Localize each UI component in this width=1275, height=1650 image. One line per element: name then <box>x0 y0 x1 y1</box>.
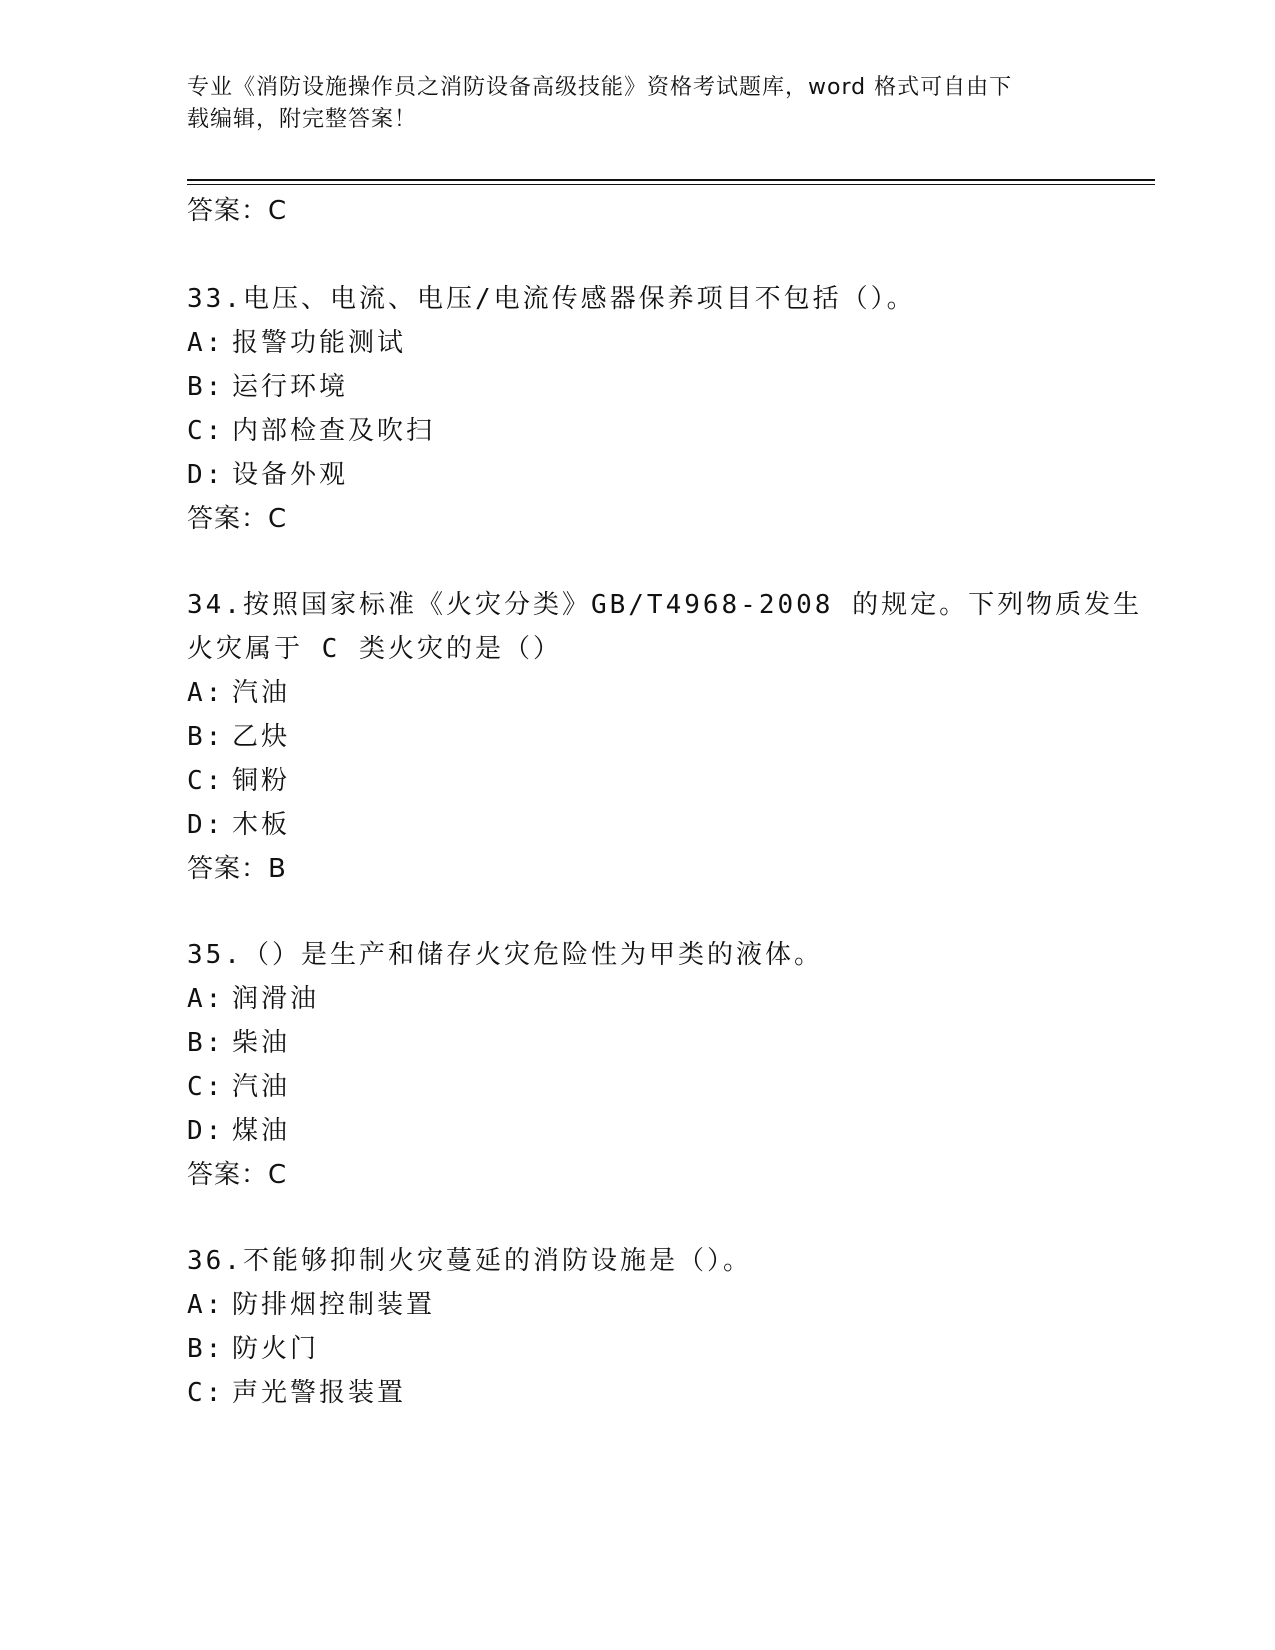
option-text: 声光警报装置 <box>232 1378 407 1408</box>
question-36-stem: 36.不能够抑制火灾蔓延的消防设施是（）。 <box>187 1246 752 1276</box>
option-label: C: <box>187 1072 225 1102</box>
option-text: 防火门 <box>232 1334 320 1364</box>
option-label: D: <box>187 810 225 840</box>
question-36-option-a <box>187 1285 435 1325</box>
question-35-option-c <box>187 1067 290 1107</box>
question-34-stem-line-2: 火灾属于 C 类火灾的是（） <box>187 634 562 664</box>
question-33-option-b <box>187 367 348 407</box>
option-text: 木板 <box>232 810 291 840</box>
option-label: B: <box>187 372 225 402</box>
option-label: C: <box>187 416 225 446</box>
option-label: A: <box>187 328 225 358</box>
option-label: A: <box>187 1290 225 1320</box>
option-text: 柴油 <box>232 1028 291 1058</box>
header-rule-thin <box>187 184 1155 185</box>
question-34-option-b <box>187 717 290 757</box>
option-text: 设备外观 <box>232 460 349 490</box>
option-label: B: <box>187 722 225 752</box>
option-text: 润滑油 <box>232 984 320 1014</box>
option-label: A: <box>187 678 225 708</box>
option-text: 运行环境 <box>232 372 349 402</box>
option-text: 报警功能测试 <box>232 328 407 358</box>
question-33-option-d <box>187 455 348 495</box>
option-text: 汽油 <box>232 678 291 708</box>
question-36-option-c <box>187 1373 406 1413</box>
option-label: C: <box>187 766 225 796</box>
option-text: 内部检查及吹扫 <box>232 416 436 446</box>
header-rule-thick <box>187 179 1155 181</box>
option-text: 汽油 <box>232 1072 291 1102</box>
question-35-option-d <box>187 1111 290 1151</box>
option-label: B: <box>187 1028 225 1058</box>
question-36-option-b <box>187 1329 319 1369</box>
question-35-stem: 35.（）是生产和储存火灾危险性为甲类的液体。 <box>187 940 823 970</box>
option-text: 煤油 <box>232 1116 291 1146</box>
question-34-stem-line-1: 34.按照国家标准《火灾分类》GB/T4968-2008 的规定。下列物质发生 <box>187 590 1143 620</box>
header-line-2: 载编辑，附完整答案！ <box>187 107 418 132</box>
option-label: D: <box>187 1116 225 1146</box>
option-text: 铜粉 <box>232 766 291 796</box>
previous-answer: 答案：C <box>187 196 288 226</box>
question-33-answer: 答案：C <box>187 504 288 534</box>
question-33-option-a <box>187 323 406 363</box>
question-34-option-d <box>187 805 290 845</box>
question-34-answer: 答案：B <box>187 854 287 884</box>
document-header <box>187 72 1067 136</box>
question-35-answer: 答案：C <box>187 1160 288 1190</box>
question-33-option-c <box>187 411 435 451</box>
option-label: D: <box>187 460 225 490</box>
question-34-option-c <box>187 761 290 801</box>
question-33-stem: 33.电压、电流、电压/电流传感器保养项目不包括（）。 <box>187 284 916 314</box>
option-label: A: <box>187 984 225 1014</box>
question-34-option-a <box>187 673 290 713</box>
header-line-1: 专业《消防设施操作员之消防设备高级技能》资格考试题库，word 格式可自由下 <box>187 75 1013 100</box>
question-35-option-b <box>187 1023 290 1063</box>
option-label: C: <box>187 1378 225 1408</box>
option-label: B: <box>187 1334 225 1364</box>
option-text: 防排烟控制装置 <box>232 1290 436 1320</box>
option-text: 乙炔 <box>232 722 291 752</box>
question-35-option-a <box>187 979 319 1019</box>
